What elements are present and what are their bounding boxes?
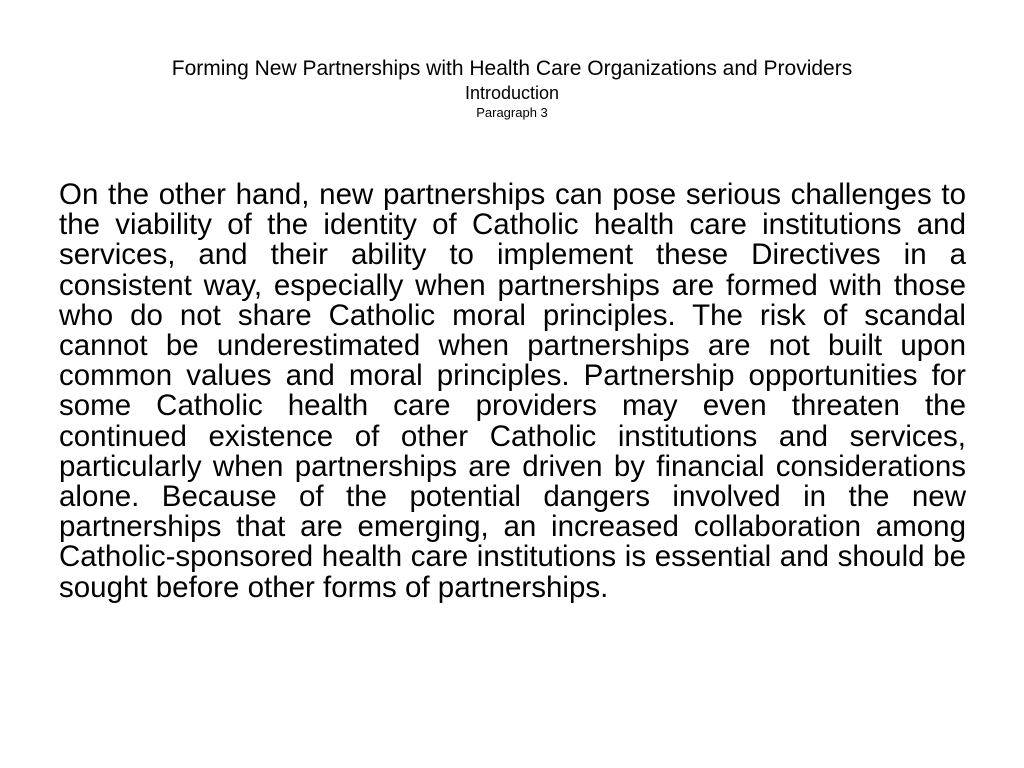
slide-header — [0, 56, 1024, 121]
body-paragraph: On the other hand, new partnerships can pose serious challenges to the viability of the identity of Catholic health care institutions and services, and their ability to implement these Directives in a consistent way, especially when partnerships are formed with those who do not share Catholic moral principles. The risk of scandal cannot be underestimated when partnerships are not built upon common values and moral principles. Partnership opportunities for some Catholic health care providers may even threaten the continued existence of other Catholic institutions and services, particularly when partnerships are driven by financial considerations alone. Because of the potential dangers involved in the new partnerships that are emerging, an increased collaboration among Catholic-sponsored health care institutions is essential and should be sought before other forms of partnerships. — [59, 178, 966, 604]
paragraph-reference: Paragraph 3 — [476, 105, 548, 120]
slide-subtitle: Introduction — [464, 83, 560, 103]
slide-title: Forming New Partnerships with Health Care Organizations and Providers — [171, 57, 853, 80]
